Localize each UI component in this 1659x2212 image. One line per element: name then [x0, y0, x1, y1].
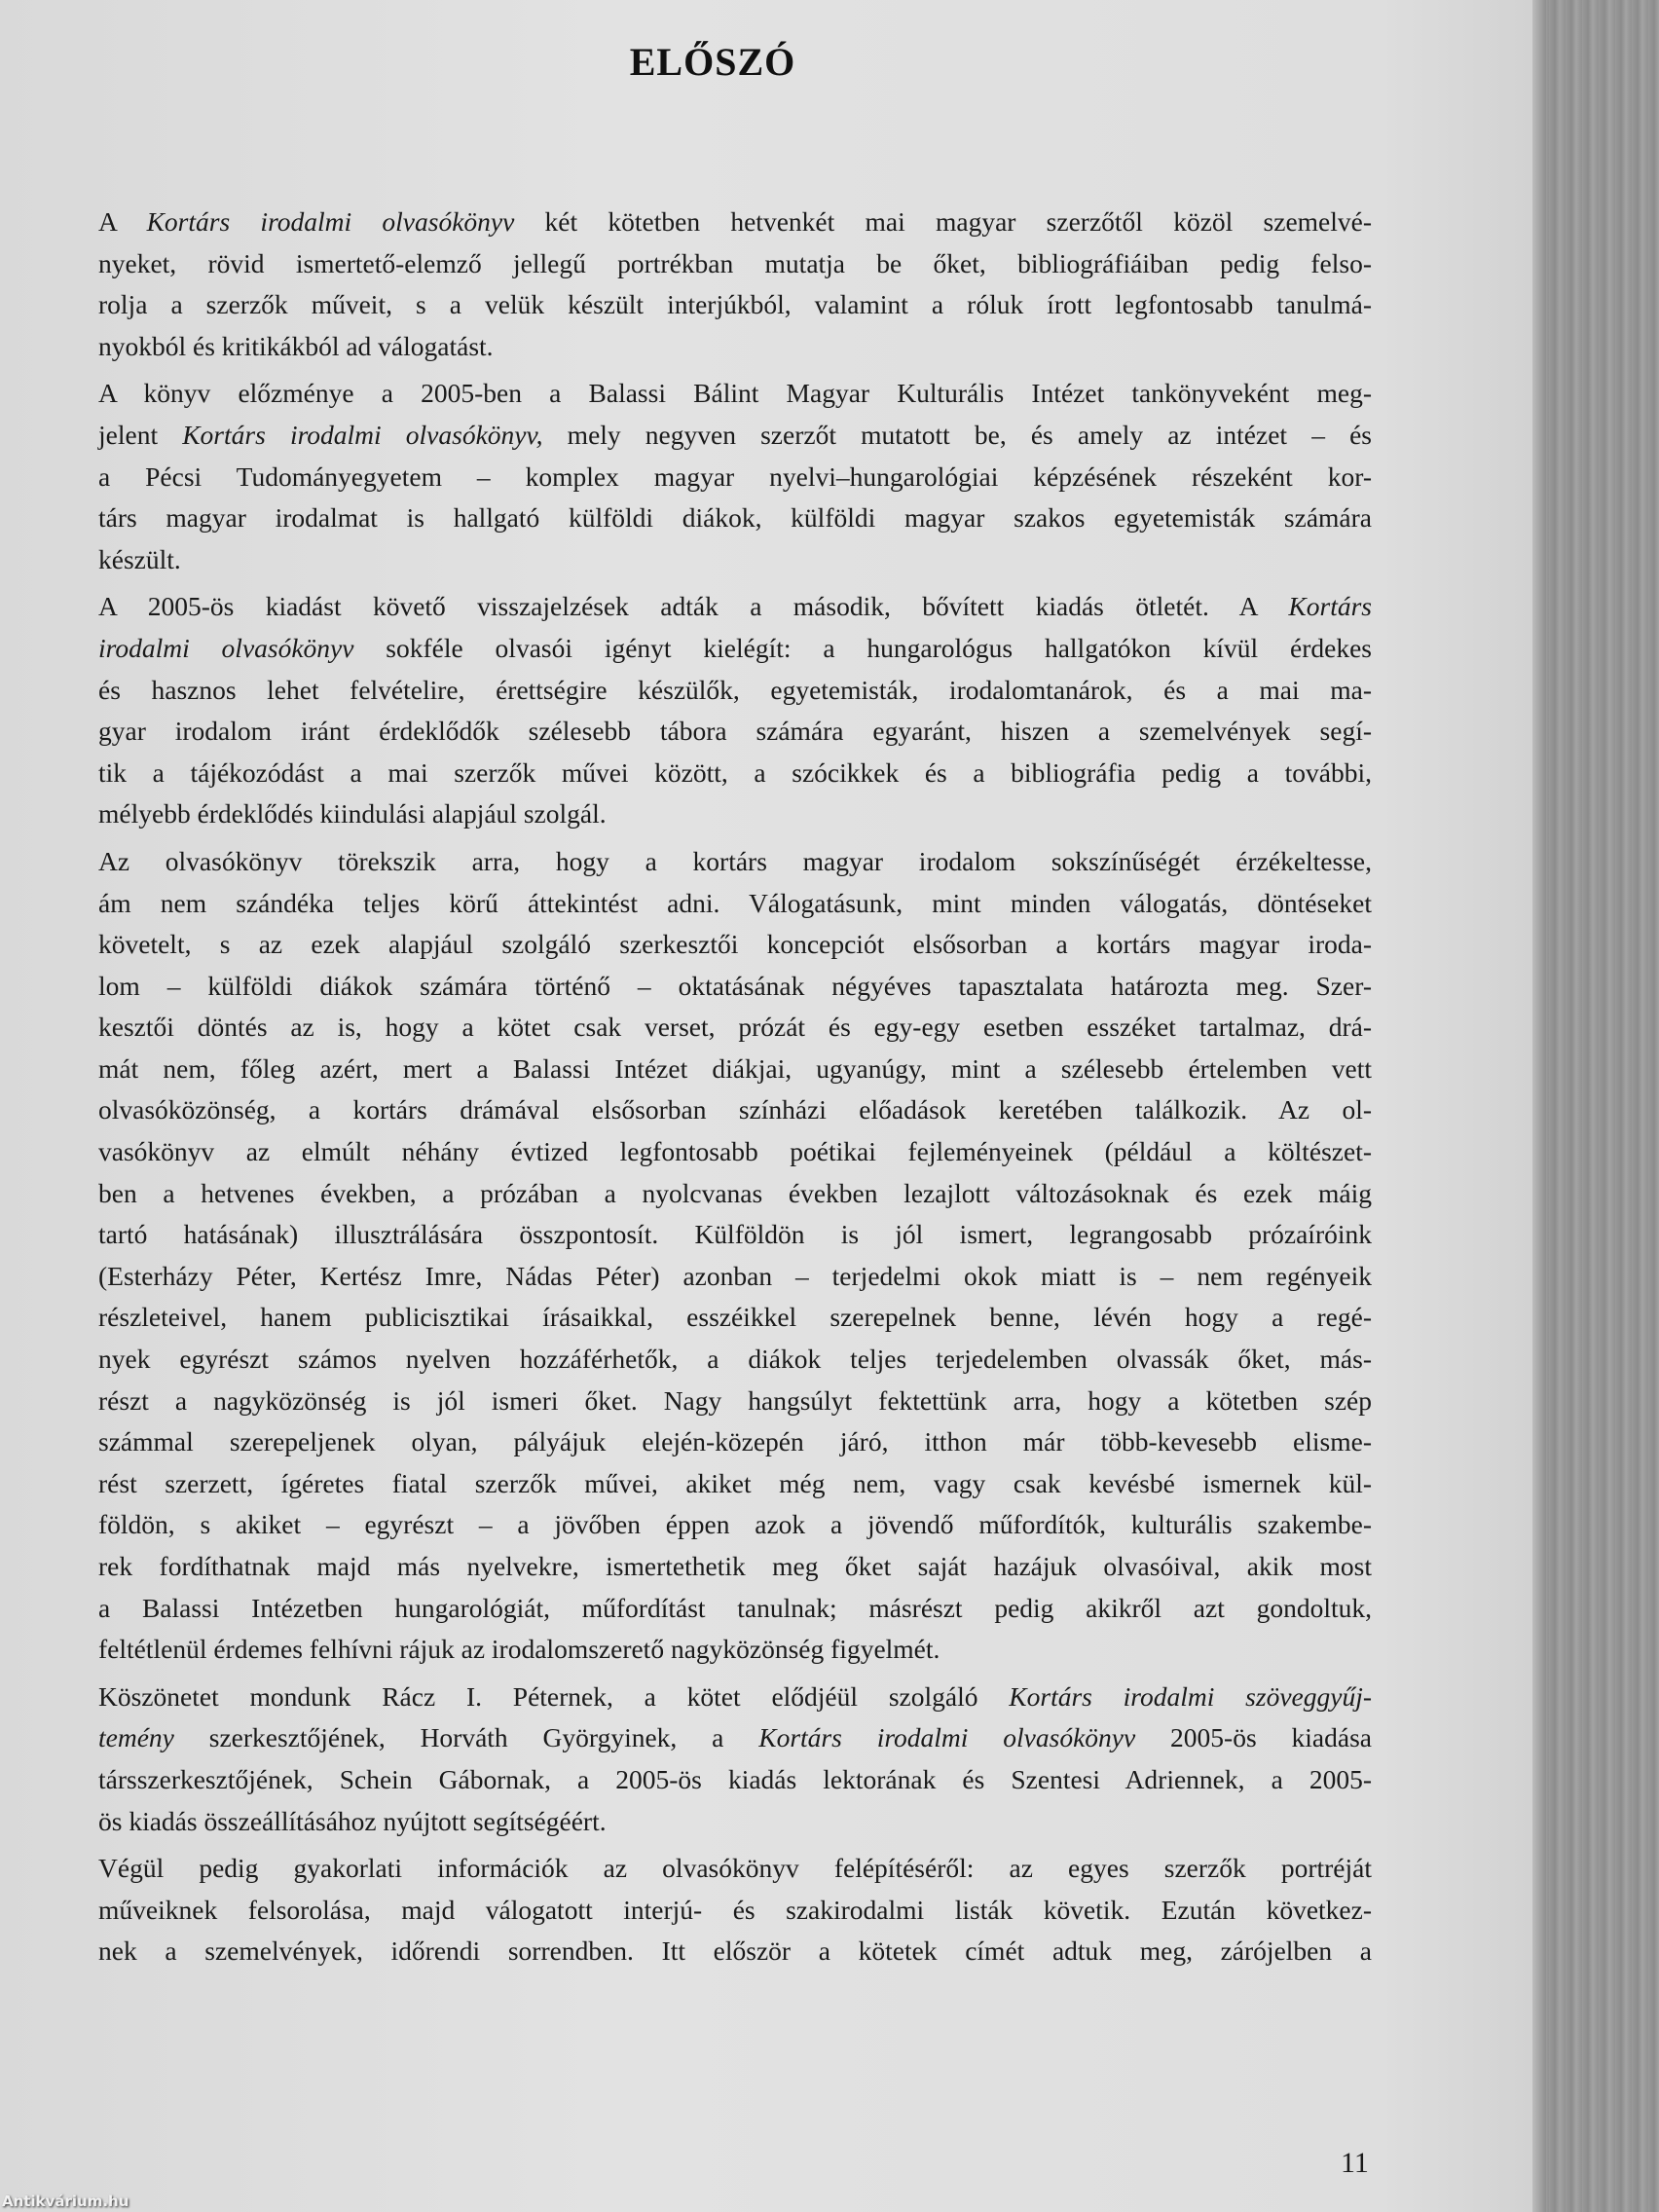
- text-line: [98, 1677, 1372, 1718]
- text-segment: nyeket, rövid ismertető-elemző jellegű portrékban mutatja be őket, bibliográfiáiban pedig felso-: [98, 247, 1372, 278]
- paragraph: [98, 202, 1372, 367]
- italic-title: Kortárs irodalmi olvasókönyv: [146, 206, 515, 237]
- paragraph: [98, 841, 1372, 1671]
- text-line: [98, 1931, 1372, 1972]
- text-segment: és hasznos lehet felvételire, érettségire készülők, egyetemisták, irodalomtanárok, és a mai ma-: [98, 674, 1372, 705]
- text-line: [98, 539, 1372, 581]
- page-number: 11: [1341, 2147, 1369, 2179]
- text-line: [98, 1588, 1372, 1630]
- text-segment: részt a nagyközönség is jól ismeri őket. Nagy hangsúlyt fektettünk arra, hogy a kötetben szép: [98, 1384, 1372, 1416]
- text-segment: nek a szemelvények, időrendi sorrendben. Itt először a kötetek címét adtuk meg, zárójelben a: [98, 1936, 1372, 1967]
- text-segment: vasókönyv az elmúlt néhány évtized legfontosabb poétikai fejleményeinek (például a költészet-: [98, 1136, 1372, 1167]
- text-line: [98, 1256, 1372, 1298]
- text-segment: kesztői döntés az is, hogy a kötet csak verset, prózát és egy-egy esetben esszéket tartalmaz, drá-: [98, 1012, 1372, 1043]
- text-segment: (Esterházy Péter, Kertész Imre, Nádas Péter) azonban – terjedelmi okok miatt is – nem regényeik: [98, 1260, 1372, 1291]
- paragraph: [98, 586, 1372, 835]
- text-segment: a Balassi Intézetben hungarológiát, műfordítást tanulnak; másrészt pedig akikről azt gondoltuk,: [98, 1592, 1372, 1623]
- text-segment: mát nem, főleg azért, mert a Balassi Intézet diákjai, ugyanúgy, mint a szélesebb értelemben vett: [98, 1052, 1372, 1084]
- italic-title: temény: [98, 1722, 174, 1753]
- text-segment: rést szerzett, ígéretes fiatal szerzők művei, akiket még nem, vagy csak kevésbé ismernek kül-: [98, 1467, 1372, 1498]
- text-segment: tik a tájékozódást a mai szerzők művei között, a szócikkek és a bibliográfia pedig a további,: [98, 756, 1372, 788]
- text-segment: követelt, s az ezek alapjául szolgáló szerkesztői koncepciót elsősorban a kortárs magyar iroda-: [98, 929, 1372, 960]
- text-segment: lom – külföldi diákok számára történő – oktatásának négyéves tapasztalata határozta meg. Szer-: [98, 970, 1372, 1001]
- text-segment: számmal szerepeljenek olyan, pályájuk elején-közepén járó, itthon már több-kevesebb elisme-: [98, 1426, 1372, 1457]
- text-segment: olvasóközönség, a kortárs drámával elsősorban színházi előadások keretében találkozik. Az ol-: [98, 1094, 1372, 1125]
- paragraph: [98, 1848, 1372, 1972]
- text-segment: feltétlenül érdemes felhívni rájuk az irodalomszerető nagyközönség figyelmét.: [98, 1634, 940, 1665]
- text-segment: A könyv előzménye a 2005-ben a Balassi Bálint Magyar Kulturális Intézet tankönyveként meg-: [98, 378, 1372, 409]
- text-segment: ben a hetvenes években, a prózában a nyolcvanas években lezajlott változásoknak és ezek máig: [98, 1177, 1372, 1208]
- text-segment: nyek egyrészt számos nyelven hozzáférhetők, a diákok teljes terjedelemben olvassák őket, más-: [98, 1344, 1372, 1375]
- text-line: [98, 711, 1372, 753]
- body-text: [98, 202, 1372, 1978]
- watermark-logo: Antikvárium.hu: [2, 2193, 129, 2210]
- text-segment: a Pécsi Tudományegyetem – komplex magyar nyelvi–hungarológiai képzésének részeként kor-: [98, 461, 1372, 492]
- text-segment: Köszönetet mondunk Rácz I. Péternek, a kötet elődjéül szolgáló: [98, 1680, 1010, 1712]
- text-line: [98, 1504, 1372, 1546]
- text-line: [98, 670, 1372, 712]
- page-title: ELŐSZÓ: [629, 40, 796, 84]
- text-segment: nyokból és kritikákból ad válogatást.: [98, 330, 494, 361]
- text-line: [98, 373, 1372, 415]
- text-line: [98, 415, 1372, 457]
- text-line: [98, 1339, 1372, 1381]
- text-line: [98, 883, 1372, 925]
- italic-title: irodalmi olvasókönyv: [98, 632, 354, 663]
- text-segment: tartó hatásának) illusztrálására összpontosít. Külföldön is jól ismert, legrangosabb prózaíróink: [98, 1219, 1372, 1250]
- text-line: [98, 753, 1372, 794]
- text-line: [98, 1629, 1372, 1671]
- text-line: [98, 1759, 1372, 1801]
- text-segment: készült.: [98, 543, 181, 574]
- text-line: [98, 284, 1372, 326]
- italic-title: Kortárs irodalmi olvasókönyv,: [182, 419, 543, 450]
- text-line: [98, 841, 1372, 883]
- text-line: [98, 586, 1372, 628]
- text-segment: rek fordíthatnak majd más nyelvekre, ismertethetik meg őket saját hazájuk olvasóival, akik most: [98, 1551, 1372, 1581]
- text-segment: ám nem szándéka teljes körű áttekintést adni. Válogatásunk, mint minden válogatás, döntéseket: [98, 887, 1372, 918]
- text-line: [98, 1463, 1372, 1505]
- text-line: [98, 1717, 1372, 1759]
- text-segment: jelent: [98, 419, 183, 450]
- text-line: [98, 1131, 1372, 1173]
- text-segment: mely negyven szerzőt mutatott be, és amely az intézet – és: [542, 419, 1372, 450]
- text-line: [98, 1421, 1372, 1463]
- paragraph: [98, 373, 1372, 580]
- text-segment: két kötetben hetvenkét mai magyar szerzőtől közöl szemelvé-: [514, 206, 1373, 237]
- text-line: [98, 1214, 1372, 1256]
- text-segment: sokféle olvasói igényt kielégít: a hungarológus hallgatókon kívül érdekes: [353, 632, 1372, 663]
- text-segment: földön, s akiket – egyrészt – a jövőben éppen azok a jövendő műfordítók, kulturális szakembe-: [98, 1509, 1372, 1540]
- text-segment: Az olvasókönyv törekszik arra, hogy a kortárs magyar irodalom sokszínűségét érzékeltesse,: [98, 845, 1372, 876]
- text-segment: társszerkesztőjének, Schein Gábornak, a 2005-ös kiadás lektorának és Szentesi Adriennek, a 2005-: [98, 1763, 1372, 1794]
- text-segment: mélyebb érdeklődés kiindulási alapjául szolgál.: [98, 798, 607, 830]
- text-line: [98, 924, 1372, 966]
- text-line: [98, 498, 1372, 539]
- text-line: [98, 326, 1372, 368]
- text-segment: szerkesztőjének, Horváth Györgyinek, a: [173, 1722, 759, 1753]
- text-line: [98, 1049, 1372, 1090]
- text-line: [98, 1801, 1372, 1843]
- text-line: [98, 243, 1372, 285]
- text-line: [98, 457, 1372, 498]
- text-segment: műveiknek felsorolása, majd válogatott interjú- és szakirodalmi listák követik. Ezután következ-: [98, 1894, 1372, 1925]
- text-line: [98, 1089, 1372, 1131]
- text-segment: 2005-ös kiadása: [1135, 1722, 1372, 1753]
- paragraph: [98, 1677, 1372, 1842]
- text-line: [98, 1173, 1372, 1215]
- text-segment: ös kiadás összeállításához nyújtott segítségéért.: [98, 1805, 607, 1836]
- text-line: [98, 628, 1372, 670]
- text-segment: rolja a szerzők műveit, s a velük készült interjúkból, valamint a róluk írott legfontosabb tanulmá-: [98, 289, 1372, 320]
- page-edge-shadow: [1532, 0, 1659, 2212]
- italic-title: Kortárs irodalmi szöveggyűj-: [1009, 1680, 1372, 1712]
- text-line: [98, 1890, 1372, 1932]
- text-segment: A 2005-ös kiadást követő visszajelzések adták a második, bővített kiadás ötletét. A: [98, 591, 1289, 622]
- text-line: [98, 1297, 1372, 1339]
- text-line: [98, 202, 1372, 243]
- text-segment: Végül pedig gyakorlati információk az olvasókönyv felépítéséről: az egyes szerzők portréját: [98, 1853, 1372, 1884]
- text-segment: társ magyar irodalmat is hallgató külföldi diákok, külföldi magyar szakos egyetemisták számára: [98, 502, 1372, 534]
- text-line: [98, 1381, 1372, 1422]
- text-segment: A: [98, 206, 147, 237]
- text-segment: részleteivel, hanem publicisztikai írásaikkal, esszéikkel szerepelnek benne, lévén hogy a regé-: [98, 1302, 1372, 1333]
- text-line: [98, 1007, 1372, 1049]
- text-line: [98, 1848, 1372, 1890]
- text-line: [98, 793, 1372, 835]
- text-line: [98, 966, 1372, 1008]
- italic-title: Kortárs: [1288, 591, 1372, 622]
- text-segment: gyar irodalom iránt érdeklődők szélesebb tábora számára egyaránt, hiszen a szemelvények segí-: [98, 716, 1372, 747]
- text-line: [98, 1546, 1372, 1588]
- italic-title: Kortárs irodalmi olvasókönyv: [758, 1722, 1136, 1753]
